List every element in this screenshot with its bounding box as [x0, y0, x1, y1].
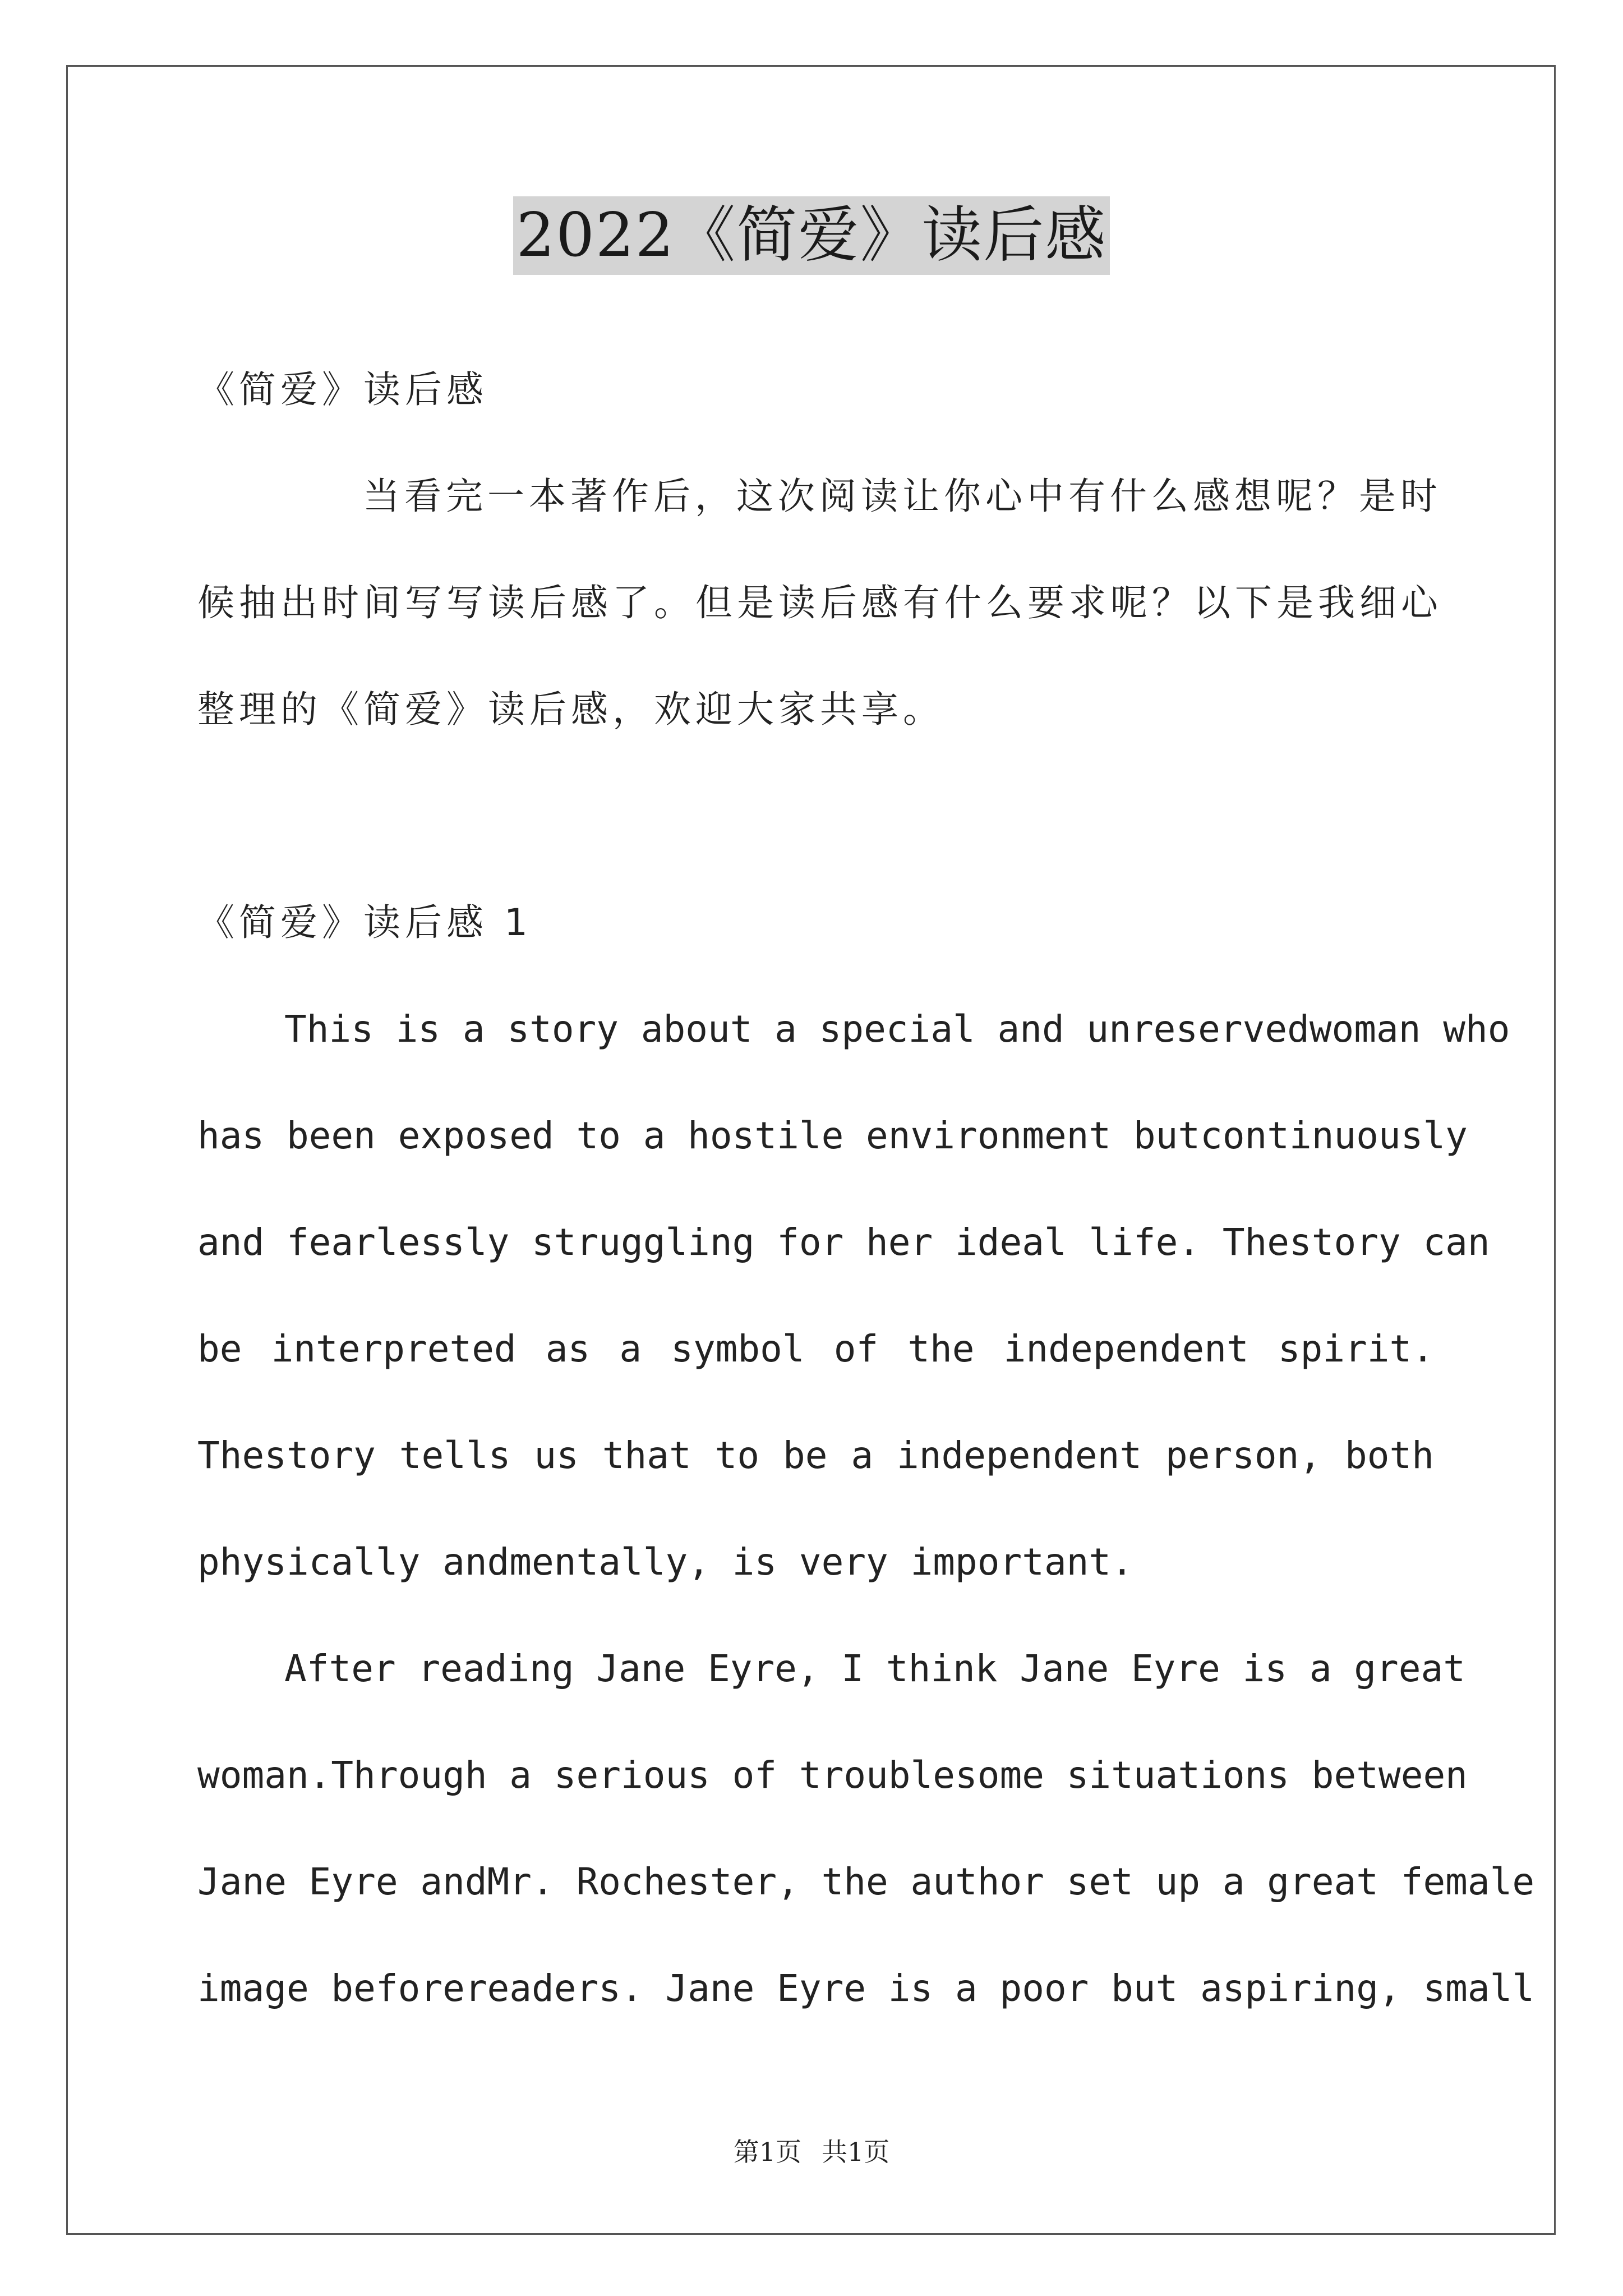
paragraph-line: be interpreted as a symbol of the independent spirit. — [197, 1327, 1434, 1370]
paragraph-line: woman.Through a serious of troublesome situations between — [197, 1754, 1468, 1797]
paragraph-line: has been exposed to a hostile environment butcontinuously — [197, 1114, 1468, 1157]
document-title: 2022《简爱》读后感 — [513, 196, 1110, 275]
page-number: 第1页 — [733, 2137, 801, 2167]
subtitle: 《简爱》读后感 — [197, 368, 488, 411]
paragraph-line: Jane Eyre andMr. Rochester, the author set up a great female — [197, 1860, 1535, 1903]
spacer — [197, 763, 1434, 869]
page-footer — [0, 2132, 1623, 2169]
paragraph-line: physically andmentally, is very important. — [197, 1540, 1133, 1584]
intro-line: 候抽出时间写写读后感了。但是读后感有什么要求呢？以下是我细心 — [197, 581, 1442, 624]
paragraph-line: This is a story about a special and unreservedwoman who — [284, 1007, 1510, 1051]
title-container — [0, 196, 1623, 275]
intro-line: 当看完一本著作后，这次阅读让你心中有什么感想呢？是时 — [363, 475, 1442, 518]
document-body — [197, 337, 1535, 2042]
paragraph-line: Thestory tells us that to be a independent person, both — [197, 1434, 1434, 1477]
paragraph-line: After reading Jane Eyre, I think Jane Eyre is a great — [284, 1647, 1465, 1690]
paragraph-line: and fearlessly struggling for her ideal life. Thestory can — [197, 1221, 1490, 1264]
paragraph-line: image beforereaders. Jane Eyre is a poor but aspiring, small — [197, 1967, 1535, 2010]
page-total: 共1页 — [822, 2137, 890, 2167]
section-heading: 《简爱》读后感 1 — [197, 901, 532, 944]
intro-line: 整理的《简爱》读后感，欢迎大家共享。 — [197, 688, 944, 731]
